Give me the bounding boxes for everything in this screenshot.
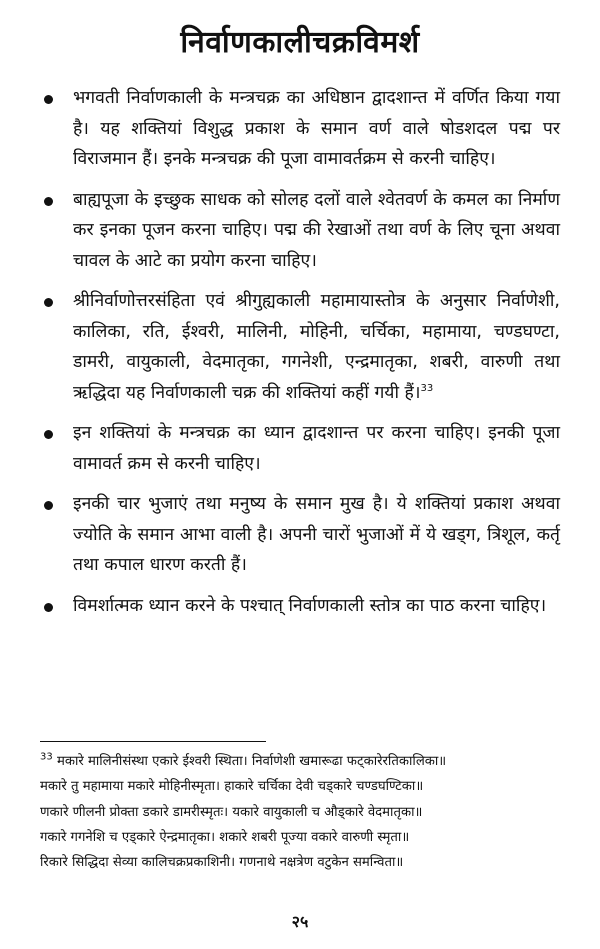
list-item bbox=[40, 591, 560, 622]
bullet-list bbox=[40, 83, 560, 621]
list-item bbox=[40, 185, 560, 277]
list-item-text: बाह्यपूजा के इच्छुक साधक को सोलह दलों वाले श्वेतवर्ण के कमल का निर्माण कर इनका पूजन करना चाहिए। पद्म की रेखाओं तथा वर्ण के लिए चूना अथवा चावल के आटे का प्रयोग करना चाहिए। bbox=[73, 189, 560, 271]
page-title: निर्वाणकालीचक्रविमर्श bbox=[180, 25, 420, 60]
list-item-text bbox=[73, 286, 560, 408]
bullet-dot-icon bbox=[44, 430, 53, 439]
footnote-line: णकारे णीलनी प्रोक्ता डकारे डामरीस्मृतः। यकारे वायुकाली च औड्कारे वेदमातृका॥ bbox=[40, 804, 423, 820]
list-item bbox=[40, 489, 560, 581]
bullet-dot-icon bbox=[44, 197, 53, 206]
footnote-line bbox=[40, 749, 570, 774]
list-item-text: भगवती निर्वाणकाली के मन्त्रचक्र का अधिष्ठान द्वादशान्त में वर्णित किया गया है। यह शक्तियां विशुद्ध प्रकाश के समान वर्ण वाले षोडशदल पद्म पर विराजमान हैं। इनके मन्त्रचक्र की पूजा वामावर्तक्रम से करनी चाहिए। bbox=[73, 88, 560, 169]
bullet-dot-icon bbox=[44, 603, 53, 612]
footnote-divider bbox=[40, 741, 266, 742]
footnote-line: रिकारे सिद्धिदा सेव्या कालिचक्रप्रकाशिनी। गणनाथे नक्षत्रेण वटुकेन समन्विता॥ bbox=[40, 855, 404, 871]
bullet-dot-icon bbox=[44, 95, 53, 104]
list-item-text: इनकी चार भुजाएं तथा मनुष्य के समान मुख है। ये शक्तियां प्रकाश अथवा ज्योति के समान आभा वाली है। अपनी चारों भुजाओं में ये खड्ग, त्रिशूल, कर्तृ तथा कपाल धारण करती हैं। bbox=[73, 494, 560, 575]
bullet-dot-icon bbox=[44, 298, 53, 307]
list-item bbox=[40, 418, 560, 479]
list-item bbox=[40, 83, 560, 175]
footnote-line-text: मकारे मालिनीसंस्था एकारे ईश्वरी स्थिता। निर्वाणेशी खमारूढा फट्कारेरतिकालिका॥ bbox=[56, 754, 447, 769]
page-number: २५ bbox=[291, 912, 309, 931]
footnote-reference[interactable]: 33 bbox=[420, 382, 434, 394]
footnote-line: गकारे गगनेशि च एड्कारे ऐन्द्रमातृका। शकारे शबरी पूज्या वकारे वारुणी स्मृता॥ bbox=[40, 829, 410, 845]
list-item-text: विमर्शात्मक ध्यान करने के पश्चात् निर्वाणकाली स्तोत्र का पाठ करना चाहिए। bbox=[73, 595, 547, 616]
list-item-text: इन शक्तियां के मन्त्रचक्र का ध्यान द्वादशान्त पर करना चाहिए। इनकी पूजा वामावर्त क्रम से करनी चाहिए। bbox=[73, 423, 560, 474]
footnote-block bbox=[40, 749, 570, 875]
footnote-line: मकारे तु महामाया मकारे मोहिनीस्मृता। हाकारे चर्चिका देवी चड्कारे चण्डघण्टिका॥ bbox=[40, 779, 424, 795]
list-item bbox=[40, 286, 560, 408]
footnote-number: 33 bbox=[40, 751, 53, 763]
bullet-dot-icon bbox=[44, 501, 53, 510]
list-item-body: श्रीनिर्वाणोत्तरसंहिता एवं श्रीगुह्यकाली महामायास्तोत्र के अनुसार निर्वाणेशी, कालिका, रति, ईश्वरी, मालिनी, मोहिनी, चर्चिका, महामाया, चण्डघण्टा, डामरी, वायुकाली, वेदमातृका, गगनेशी, एन्द्रमातृका, शबरी, वारुणी तथा ऋद्धिदा यह निर्वाणकाली चक्र की शक्तियां कहीं गयी हैं। bbox=[73, 291, 560, 403]
